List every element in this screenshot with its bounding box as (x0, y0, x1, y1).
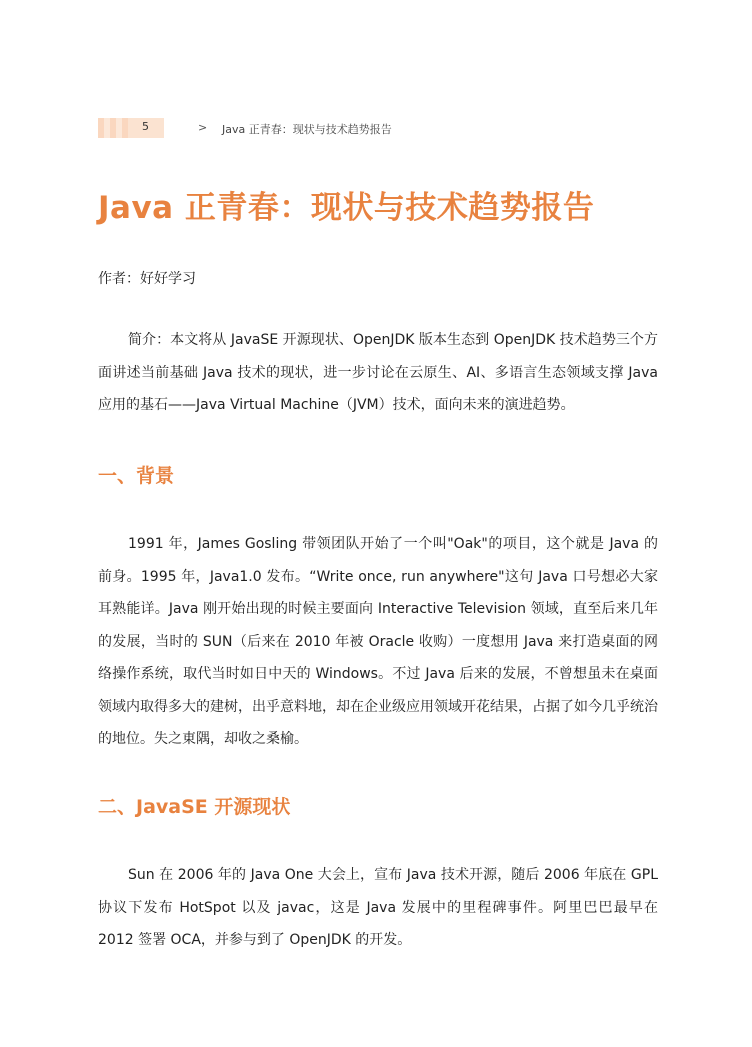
page-number-badge (98, 118, 164, 138)
breadcrumb-arrow-icon: > (198, 121, 208, 134)
section-body-javase: Sun 在 2006 年的 Java One 大会上，宣布 Java 技术开源，随后 2006 年底在 GPL 协议下发布 HotSpot 以及 javac，这是 Java 发展中的里程碑事件。阿里巴巴最早在 2012 签署 OCA，并参与到了 OpenJDK 的开发。 (98, 867, 658, 948)
page-number: 5 (142, 120, 149, 133)
author-line: 作者：好好学习 (98, 271, 196, 287)
section-heading-javase: 二、JavaSE 开源现状 (98, 796, 291, 818)
section-body-background: 1991 年，James Gosling 带领团队开始了一个叫"Oak"的项目，这个就是 Java 的前身。1995 年，Java1.0 发布。“Write once, run anywhere"这句 Java 口号想必大家耳熟能详。Java 刚开始出现的时候主要面向 Interactive Television 领域，直至后来几年的发展，当时的 SUN（后来在 2010 年被 Oracle 收购）一度想用 Java 来打造桌面的网络操作系统，取代当时如日中天的 Windows。不过 Java 后来的发展，不曾想虽未在桌面领域内取得多大的建树，出乎意料地，却在企业级应用领域开花结果，占据了如今几乎统治的地位。失之東隅，却收之桑榆。 (98, 536, 658, 747)
page-header (98, 118, 658, 138)
document-title: Java 正青春：现状与技术趋势报告 (98, 190, 595, 226)
abstract-paragraph: 简介：本文将从 JavaSE 开源现状、OpenJDK 版本生态到 OpenJDK 技术趋势三个方面讲述当前基础 Java 技术的现状，进一步讨论在云原生、AI、多语言生态领域支撑 Java 应用的基石——Java Virtual Machine（JVM）技术，面向未来的演进趋势。 (98, 332, 658, 413)
breadcrumb-title: Java 正青春：现状与技术趋势报告 (222, 123, 392, 136)
section-heading-background: 一、背景 (98, 465, 175, 487)
